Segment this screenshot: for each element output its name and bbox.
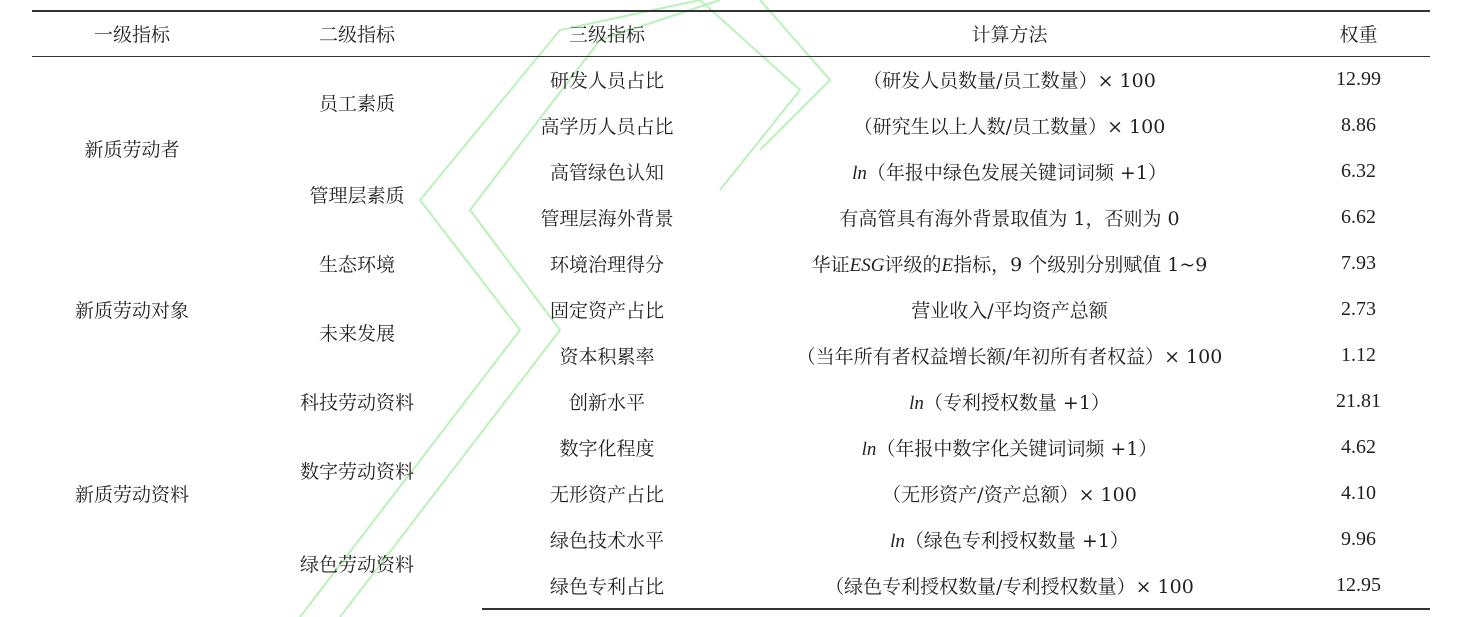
level3-cell: 无形资产占比 bbox=[549, 484, 664, 507]
header-method: 计算方法 bbox=[732, 11, 1287, 56]
level2-cell: 员工素质 bbox=[318, 92, 395, 115]
method-cell bbox=[732, 333, 1287, 379]
level3-cell: 数字化程度 bbox=[559, 438, 655, 461]
level1-cell: 新质劳动资料 bbox=[74, 484, 189, 507]
method-italic-text: ln bbox=[861, 439, 877, 461]
method-cell bbox=[732, 425, 1287, 471]
level1-cell: 新质劳动者 bbox=[84, 138, 180, 161]
weight-cell: 12.99 bbox=[1336, 67, 1381, 90]
weight-cell: 7.93 bbox=[1341, 251, 1376, 274]
level3-cell: 环境治理得分 bbox=[549, 253, 664, 276]
level1-cell: 新质劳动对象 bbox=[74, 300, 189, 323]
method-cell bbox=[732, 517, 1287, 563]
method-italic-text: E bbox=[941, 254, 954, 276]
method-text: （当年所有者权益增长额/年初所有者权益）× 100 bbox=[796, 346, 1223, 369]
header-level2: 二级指标 bbox=[232, 11, 482, 56]
weight-cell: 9.96 bbox=[1341, 528, 1376, 551]
method-cell bbox=[732, 56, 1287, 102]
table-row bbox=[32, 286, 1430, 332]
method-text: 华证 bbox=[811, 253, 850, 276]
level3-cell: 绿色专利占比 bbox=[482, 563, 732, 609]
level3-cell: 绿色技术水平 bbox=[549, 530, 664, 553]
method-cell bbox=[732, 379, 1287, 425]
method-text: （年报中绿色发展关键词词频 +1） bbox=[866, 161, 1167, 184]
level2-cell: 管理层素质 bbox=[309, 184, 405, 207]
method-text: （绿色专利授权数量 +1） bbox=[904, 530, 1129, 553]
weight-cell: 6.32 bbox=[1341, 159, 1376, 182]
method-text: 营业收入/平均资产总额 bbox=[911, 300, 1108, 323]
header-weight: 权重 bbox=[1287, 11, 1430, 56]
method-text: （无形资产/资产总额）× 100 bbox=[882, 484, 1137, 507]
level3-cell: 管理层海外背景 bbox=[540, 207, 674, 230]
method-italic-text: ESG bbox=[849, 254, 885, 276]
weight-cell: 8.86 bbox=[1341, 113, 1376, 136]
level3-cell: 固定资产占比 bbox=[549, 300, 664, 323]
level3-cell: 资本积累率 bbox=[559, 346, 655, 369]
weight-cell: 4.10 bbox=[1341, 482, 1376, 505]
table-row bbox=[32, 379, 1430, 425]
method-text: （绿色专利授权数量/专利授权数量）× 100 bbox=[825, 576, 1194, 599]
weight-cell: 4.62 bbox=[1341, 436, 1376, 459]
level2-cell: 数字劳动资料 bbox=[299, 461, 414, 484]
method-text: 指标，9 个级别分别赋值 1~9 bbox=[953, 253, 1208, 276]
method-cell bbox=[732, 471, 1287, 517]
method-text: （研发人员数量/员工数量）× 100 bbox=[863, 69, 1156, 92]
method-italic-text: ln bbox=[909, 393, 924, 415]
method-cell bbox=[732, 194, 1287, 240]
weight-cell: 12.95 bbox=[1287, 563, 1430, 609]
method-cell bbox=[732, 563, 1287, 609]
level2-cell: 科技劳动资料 bbox=[299, 392, 414, 415]
weight-cell: 21.81 bbox=[1336, 390, 1381, 413]
level2-cell: 生态环境 bbox=[318, 253, 395, 276]
method-text: 评级的 bbox=[884, 253, 942, 276]
method-italic-text: ln bbox=[852, 162, 867, 184]
method-cell bbox=[732, 240, 1287, 286]
method-text: 有高管具有海外背景取值为 1，否则为 0 bbox=[839, 207, 1180, 230]
table-row bbox=[32, 425, 1430, 471]
header-level1: 一级指标 bbox=[32, 11, 232, 56]
weight-cell: 6.62 bbox=[1341, 205, 1376, 228]
weight-cell: 2.73 bbox=[1341, 298, 1376, 321]
level2-cell: 未来发展 bbox=[318, 323, 395, 346]
level3-cell: 高学历人员占比 bbox=[540, 115, 674, 138]
level3-cell: 创新水平 bbox=[568, 392, 645, 415]
method-text: （专利授权数量 +1） bbox=[923, 392, 1110, 415]
weight-cell: 1.12 bbox=[1341, 344, 1376, 367]
table-row bbox=[32, 56, 1430, 102]
header-level3: 三级指标 bbox=[482, 11, 732, 56]
level3-cell: 研发人员占比 bbox=[549, 69, 664, 92]
method-cell bbox=[732, 286, 1287, 332]
level2-cell: 绿色劳动资料 bbox=[299, 553, 414, 576]
method-italic-text: ln bbox=[890, 531, 905, 553]
table-row bbox=[32, 517, 1430, 563]
table-row bbox=[32, 240, 1430, 286]
method-cell bbox=[732, 102, 1287, 148]
indicator-table bbox=[32, 10, 1430, 610]
method-cell bbox=[732, 148, 1287, 194]
table-row bbox=[32, 148, 1430, 194]
method-text: （年报中数字化关键词词频 +1） bbox=[876, 438, 1158, 461]
method-text: （研究生以上人数/员工数量）× 100 bbox=[853, 115, 1166, 138]
header-row bbox=[32, 11, 1430, 56]
level3-cell: 高管绿色认知 bbox=[549, 161, 664, 184]
